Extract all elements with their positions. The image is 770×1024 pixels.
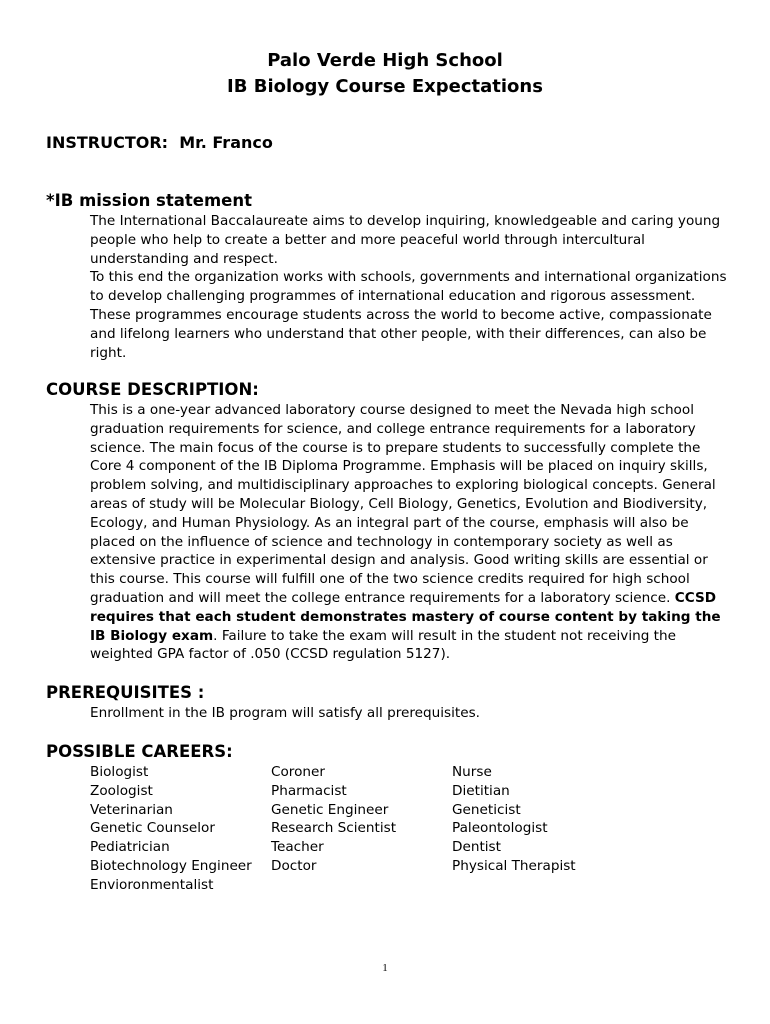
careers-column xyxy=(452,763,576,876)
career-item: Nurse xyxy=(452,764,492,780)
career-item: Research Scientist xyxy=(271,820,397,837)
instructor-line xyxy=(46,132,273,154)
career-item: Dietitian xyxy=(452,782,510,799)
career-item: Genetic Counselor xyxy=(90,820,215,837)
course-description-body xyxy=(90,401,735,664)
instructor-name: Mr. Franco xyxy=(179,133,273,152)
career-item: Veterinarian xyxy=(90,801,173,818)
ccsd-requirement: CCSD requires that each student demonstrates mastery of course content by taking the IB Biology exam xyxy=(90,589,721,644)
careers-heading: POSSIBLE CAREERS: xyxy=(46,742,233,761)
career-item: Physical Therapist xyxy=(452,857,576,874)
career-item: Biotechnology Engineer xyxy=(90,857,252,874)
career-item: Zoologist xyxy=(90,782,153,799)
career-item: Genetic Engineer xyxy=(271,801,389,818)
career-item: Coroner xyxy=(271,764,325,780)
document-title: IB Biology Course Expectations xyxy=(227,76,543,97)
mission-statement xyxy=(90,212,735,362)
career-item: Teacher xyxy=(271,839,324,856)
school-name: Palo Verde High School xyxy=(267,50,503,71)
careers-column xyxy=(90,763,252,895)
career-item: Pharmacist xyxy=(271,782,347,799)
mission-paragraph: To this end the organization works with schools, governments and international organizations to develop challenging programmes of international education and rigorous assessment. xyxy=(90,269,727,305)
prerequisites-text: Enrollment in the IB program will satisfy all prerequisites. xyxy=(90,705,480,721)
career-item: Doctor xyxy=(271,857,317,874)
careers-column xyxy=(271,763,396,876)
career-item: Dentist xyxy=(452,839,501,856)
mission-heading: *IB mission statement xyxy=(46,191,253,210)
course-description-heading: COURSE DESCRIPTION: xyxy=(46,380,259,399)
prerequisites-heading: PREREQUISITES : xyxy=(46,683,205,702)
mission-paragraph: These programmes encourage students across the world to become active, compassionate and lifelong learners who understand that other people, with their differences, can also be right. xyxy=(90,306,712,361)
instructor-label: INSTRUCTOR: xyxy=(46,133,169,152)
course-description-text-end: . Failure to take the exam will result in the student not receiving the weighted GPA factor of .050 (CCSD regulation 5127). xyxy=(90,627,676,663)
career-item: Paleontologist xyxy=(452,820,548,837)
career-item: Pediatrician xyxy=(90,839,170,856)
mission-paragraph: The International Baccalaureate aims to develop inquiring, knowledgeable and caring young people who help to create a better and more peaceful world through intercultural understanding and respect. xyxy=(90,213,721,267)
page-number: 1 xyxy=(382,962,388,974)
course-description-paragraph xyxy=(90,401,735,664)
course-description-text: This is a one-year advanced laboratory course designed to meet the Nevada high school graduation requirements for science, and college entrance requirements for a laboratory science. The main focus of the course is to prepare students to successfully complete the Core 4 component of the IB Diploma Programme. Emphasis will be placed on inquiry skills, problem solving, and multidisciplinary approaches to exploring biological concepts. General areas of study will be Molecular Biology, Cell Biology, Genetics, Evolution and Biodiversity, Ecology, and Human Physiology. As an integral part of the course, emphasis will also be placed on the influence of science and technology in contemporary society as well as extensive practice in experimental design and analysis. Good writing skills are essential or this course. This course will fulfill one of the two science credits required for high school graduation and will meet the college entrance requirements for a laboratory science. xyxy=(90,402,716,606)
career-item: Biologist xyxy=(90,764,149,780)
career-item: Envioronmentalist xyxy=(90,876,214,893)
career-item: Geneticist xyxy=(452,801,521,818)
